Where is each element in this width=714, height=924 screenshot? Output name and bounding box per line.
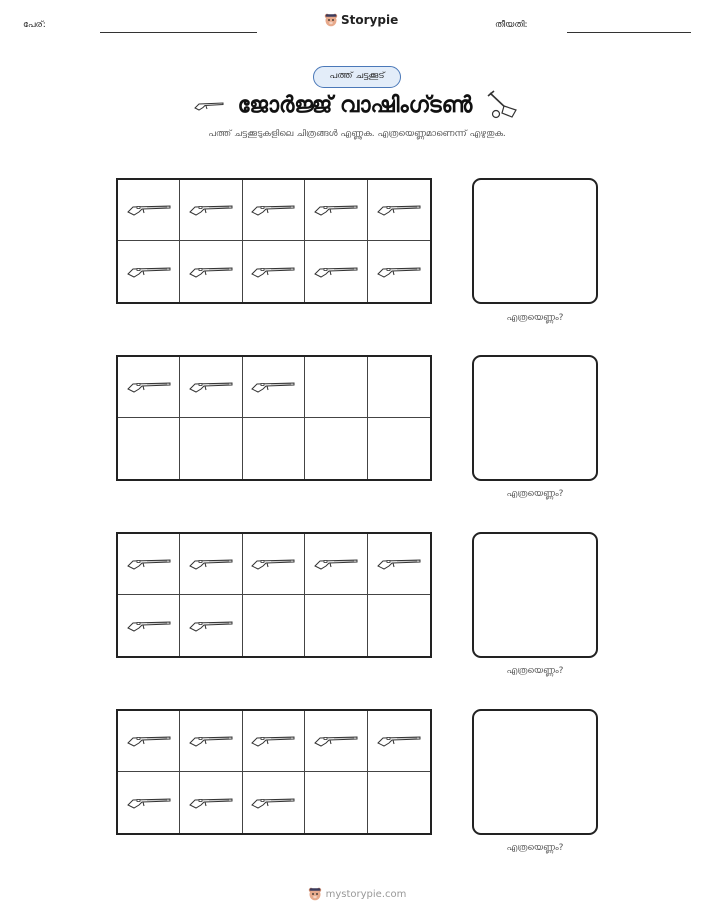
brand-logo [324, 12, 398, 28]
ten-frame-cell [118, 241, 180, 302]
musket-icon [189, 615, 233, 637]
ten-frame-cell [305, 357, 367, 418]
answer-label-4: എത്രയെണ്ണം? [506, 843, 564, 853]
ten-frame-cell [180, 534, 242, 595]
ten-frame-cell [368, 418, 430, 479]
ten-frame-cell [305, 711, 367, 772]
bear-mascot-icon [324, 12, 338, 28]
ten-frame-cell [243, 711, 305, 772]
ten-frame-cell [305, 595, 367, 656]
musket-icon [194, 98, 224, 112]
ten-frame-1 [116, 178, 432, 304]
ten-frame-cell [305, 241, 367, 302]
ten-frame-2 [116, 355, 432, 481]
ten-frame-cell [118, 772, 180, 833]
ten-frame-cell [180, 180, 242, 241]
title-row [0, 90, 714, 120]
bear-mascot-icon [308, 886, 322, 902]
page-title: ജോർജ്ജ് വാഷിംഗ്ടൺ [237, 92, 473, 118]
musket-icon [127, 730, 171, 752]
ten-frame-cell [243, 418, 305, 479]
ten-frame-cell [180, 241, 242, 302]
answer-box-2[interactable] [472, 355, 598, 481]
ten-frame-cell [368, 595, 430, 656]
ten-frame-cell [243, 241, 305, 302]
musket-icon [377, 261, 421, 283]
musket-icon [127, 199, 171, 221]
musket-icon [127, 261, 171, 283]
footer [0, 886, 714, 902]
musket-icon [127, 615, 171, 637]
date-line[interactable] [567, 32, 691, 33]
ten-frame-cell [368, 772, 430, 833]
topic-badge: പത്ത് ചട്ടക്കൂട് [313, 66, 401, 88]
ten-frame-4 [116, 709, 432, 835]
musket-icon [189, 261, 233, 283]
brand-name: Storypie [341, 13, 399, 27]
musket-icon [189, 792, 233, 814]
ten-frame-cell [305, 772, 367, 833]
ten-frame-cell [243, 595, 305, 656]
ten-frame-cell [118, 180, 180, 241]
ten-frame-cell [243, 534, 305, 595]
answer-label-1: എത്രയെണ്ണം? [506, 313, 564, 323]
musket-icon [189, 730, 233, 752]
ten-frame-cell [180, 595, 242, 656]
musket-icon [251, 376, 295, 398]
ten-frame-3 [116, 532, 432, 658]
ten-frame-cell [368, 180, 430, 241]
answer-box-1[interactable] [472, 178, 598, 304]
musket-icon [251, 730, 295, 752]
musket-icon [127, 553, 171, 575]
answer-box-3[interactable] [472, 532, 598, 658]
musket-icon [314, 261, 358, 283]
musket-icon [189, 199, 233, 221]
ten-frame-cell [118, 595, 180, 656]
ten-frame-cell [243, 180, 305, 241]
answer-box-4[interactable] [472, 709, 598, 835]
instructions: പത്ത് ചട്ടക്കൂടുകളിലെ ചിത്രങ്ങൾ എണ്ണുക. എത്രയെണ്ണമാണെന്ന് എഴുതുക. [208, 129, 506, 139]
musket-icon [189, 376, 233, 398]
name-line[interactable] [100, 32, 257, 33]
musket-icon [377, 199, 421, 221]
ten-frame-cell [243, 357, 305, 418]
ten-frame-cell [305, 534, 367, 595]
musket-icon [127, 376, 171, 398]
ten-frame-cell [368, 241, 430, 302]
ten-frame-cell [180, 418, 242, 479]
footer-site: mystorypie.com [325, 888, 407, 900]
musket-icon [314, 199, 358, 221]
musket-icon [251, 553, 295, 575]
ten-frame-cell [180, 357, 242, 418]
musket-icon [251, 261, 295, 283]
musket-icon [314, 553, 358, 575]
ten-frame-cell [243, 772, 305, 833]
ten-frame-cell [118, 711, 180, 772]
ten-frame-cell [180, 772, 242, 833]
ten-frame-cell [368, 534, 430, 595]
ten-frame-cell [118, 357, 180, 418]
ten-frame-cell [368, 711, 430, 772]
plow-icon [486, 90, 520, 120]
date-label: തീയതി: [495, 20, 528, 30]
musket-icon [377, 730, 421, 752]
musket-icon [377, 553, 421, 575]
ten-frame-cell [180, 711, 242, 772]
musket-icon [251, 792, 295, 814]
ten-frame-cell [118, 534, 180, 595]
musket-icon [127, 792, 171, 814]
ten-frame-cell [368, 357, 430, 418]
musket-icon [314, 730, 358, 752]
answer-label-2: എത്രയെണ്ണം? [506, 489, 564, 499]
ten-frame-cell [305, 180, 367, 241]
musket-icon [251, 199, 295, 221]
ten-frame-cell [305, 418, 367, 479]
musket-icon [189, 553, 233, 575]
name-label: പേര്: [23, 20, 46, 30]
ten-frame-cell [118, 418, 180, 479]
answer-label-3: എത്രയെണ്ണം? [506, 666, 564, 676]
